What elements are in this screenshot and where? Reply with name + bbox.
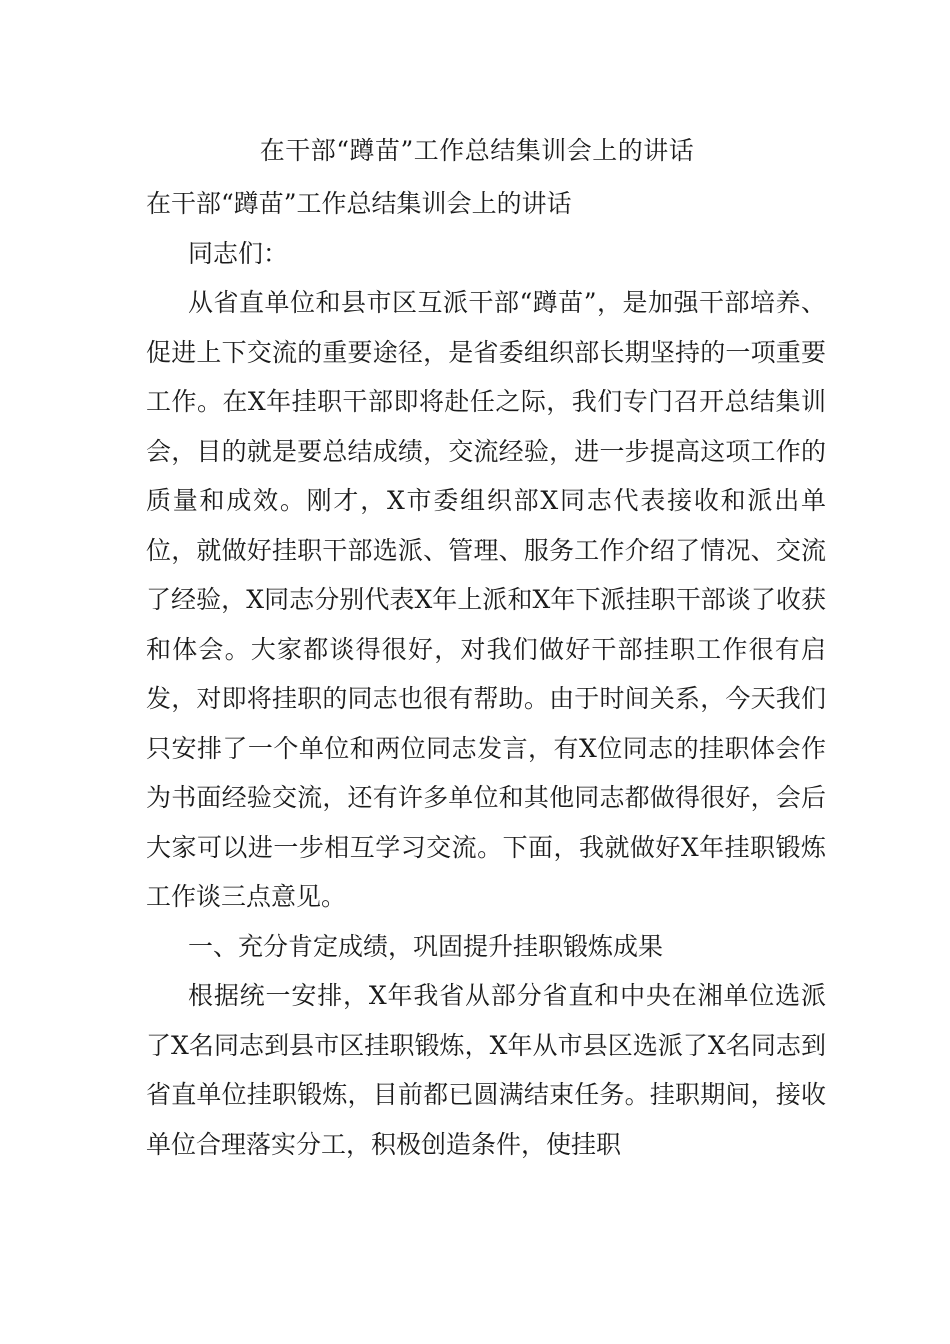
- document-subtitle: 在干部“蹲苗”工作总结集训会上的讲话: [146, 189, 572, 218]
- body-paragraph: 从省直单位和县市区互派干部“蹲苗”，是加强干部培养、促进上下交流的重要途径，是省委组织部长期坚持的一项重要工作。在X年挂职干部即将赴任之际，我们专门召开总结集训会，目的就是要总结成绩，交流经验，进一步提高这项工作的质量和成效。刚才，X市委组织部X同志代表接收和派出单位，就做好挂职干部选派、管理、服务工作介绍了情况、交流了经验，X同志分别代表X年上派和X年下派挂职干部谈了收获和体会。大家都谈得很好，对我们做好干部挂职工作很有启发，对即将挂职的同志也很有帮助。由于时间关系，今天我们只安排了一个单位和两位同志发言，有X位同志的挂职体会作为书面经验交流，还有许多单位和其他同志都做得很好，会后大家可以进一步相互学习交流。下面，我就做好X年挂职锻炼工作谈三点意见。: [146, 288, 826, 911]
- section-paragraph: 根据统一安排，X年我省从部分省直和中央在湘单位选派了X名同志到县市区挂职锻炼，X年从市县区选派了X名同志到省直单位挂职锻炼，目前都已圆满结束任务。挂职期间，接收单位合理落实分工，积极创造条件，使挂职: [146, 981, 826, 1159]
- section-heading: 一、充分肯定成绩，巩固提升挂职锻炼成果: [188, 931, 664, 961]
- document-body: [146, 179, 826, 1169]
- salutation: 同志们：: [188, 238, 289, 268]
- document-title: 在干部“蹲苗”工作总结集训会上的讲话: [259, 136, 695, 165]
